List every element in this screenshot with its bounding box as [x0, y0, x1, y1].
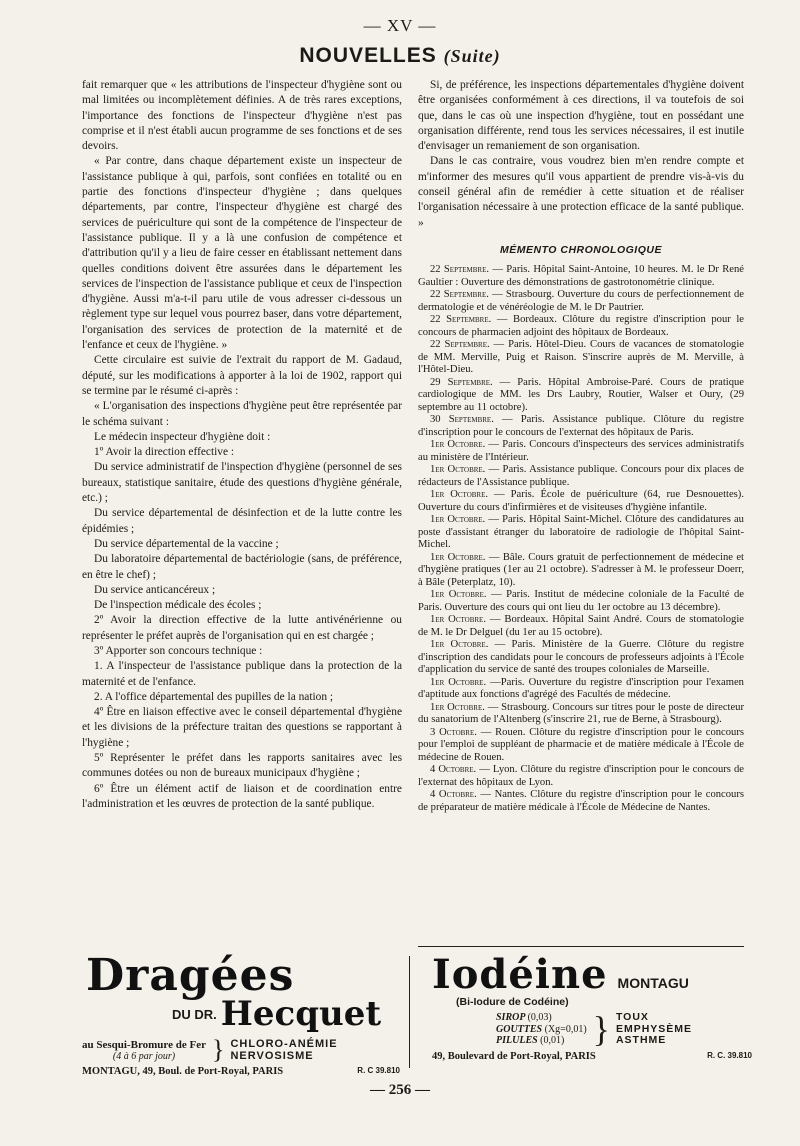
right-paragraphs — [418, 78, 744, 231]
memento-date: 1er Octobre. — [430, 489, 489, 501]
memento-title: MÉMENTO CHRONOLOGIQUE — [500, 243, 662, 256]
memento-text: — Nantes. Clôture du registre d'inscription pour le concours de préparateur de matière médicale à l'École de Médecine de Nantes. — [418, 789, 744, 813]
du-dr-label: DU DR. — [172, 1006, 217, 1022]
left-column — [82, 78, 402, 812]
memento-entry — [418, 727, 744, 765]
paragraph: De l'inspection médicale des écoles ; — [94, 599, 262, 612]
subtitle-bi-iodure: (Bi-Iodure de Codéine) — [456, 996, 569, 1008]
memento-entry — [418, 264, 744, 289]
indication-2: NERVOSISME — [230, 1050, 314, 1062]
section-number: — XV — — [363, 16, 437, 35]
memento-text: — Paris. Hôtel-Dieu. Cours de vacances de stomatologie de MM. Merville, Puig et Raison. S'inscrire auprès de M. Merville, à l'Hôtel-Dieu. — [418, 339, 745, 376]
form-pilules-dose: (0,01) — [540, 1035, 565, 1046]
dose-text: (4 à 6 par jour) — [112, 1050, 176, 1062]
memento-text: — Paris. Hôpital Ambroise-Paré. Cours de pratique cardiologique de MM. les Drs Laubry, Routier, Walser et Oury, (29 septembre au 11 octobre). — [418, 376, 744, 413]
memento-entry — [418, 514, 744, 552]
memento-text: — Paris. Hôpital Saint-Michel. Clôture des candidatures au poste d'assistant étranger du laboratoire de radiologie de l'hôpital Saint-Michel. — [418, 514, 744, 551]
forms-row — [496, 1009, 752, 1050]
address-row — [432, 1051, 752, 1062]
indication-1: CHLORO-ANÉMIE — [230, 1038, 338, 1050]
form-pilules: PILULES — [496, 1035, 538, 1046]
rc-number: R. C 39.810 — [357, 1066, 400, 1075]
paragraph: 1. A l'inspecteur de l'assistance publique dans la protection de la maternité et de l'enfance. — [82, 660, 402, 688]
paragraph: 2º Avoir la direction effective de la lutte antivénérienne ou représenter le préfet auprès de l'organisation qui en est chargée ; — [82, 614, 402, 642]
memento-date: 1er Octobre. — [430, 614, 486, 626]
memento-date: 3 Octobre. — [430, 726, 477, 738]
memento-date: 1er Octobre. — [430, 551, 486, 563]
paragraph: 4º Être en liaison effective avec le conseil départemental d'hygiène et les divisions de la préfecture traitan des questions se rapportant à l'hygiène ; — [82, 706, 402, 749]
title-suite: (Suite) — [443, 46, 501, 66]
memento-date: 22 Septembre. — [430, 339, 490, 351]
memento-text: — Rouen. Clôture du registre d'inscription pour le concours pour l'emploi de suppléant de pharmacie et de matière médicale à l'École de médecine de Rouen. — [418, 726, 744, 763]
memento-text: — Bordeaux. Hôpital Saint André. Cours de stomatologie de M. le Dr Delguel (du 1er au 15 octobre). — [418, 614, 744, 638]
rc-number: R. C. 39.810 — [707, 1050, 752, 1060]
memento-entry — [418, 764, 744, 789]
memento-text: — Paris. Assistance publique. Clôture du registre d'inscription pour le concours de l'externat des hôpitaux de Paris. — [418, 414, 744, 438]
maker-montagu: MONTAGU — [617, 975, 689, 991]
memento-list — [418, 264, 744, 814]
paragraph: 2. A l'office départemental des pupilles de la nation ; — [94, 690, 334, 703]
page-title — [0, 44, 800, 68]
form-gouttes-dose: (Xg=0,01) — [544, 1023, 587, 1035]
paragraph: 6º Être un élément actif de liaison et de coordination entre l'administration et les œuvres de protection de la santé publique. — [82, 782, 402, 810]
memento-date: 22 Septembre. — [430, 264, 490, 276]
memento-entry — [418, 289, 744, 314]
right-column — [418, 78, 744, 814]
brand-hecquet: Hecquet — [220, 994, 382, 1034]
memento-entry — [418, 339, 744, 377]
memento-text: — Bâle. Cours gratuit de perfectionnement de médecine et d'hygiène pratiques (1er au 21 octobre). S'adresser à M. le professeur Doerr, à Bâle (Peterplatz, 10). — [418, 551, 744, 588]
memento-text: — Paris. Ministère de la Guerre. Clôture du registre d'inscription des candidats pour le concours de professeurs adjoints à l'École d'application du service de santé des troupes coloniales de Marseille. — [418, 639, 744, 676]
memento-date: 4 Octobre. — [430, 764, 477, 776]
memento-entry — [418, 489, 744, 514]
indication-emphyseme: EMPHYSÈME — [615, 1022, 693, 1035]
paragraph: fait remarquer que « les attributions de l'inspecteur d'hygiène sont ou mal limitées ou incomplètement définies. A de très rares exceptions, l'importance des fonctions de l'inspecteur d'hygiène n'est pas comprise et il n'est établi aucun programme de ses fonctions et de ses devoirs. — [82, 79, 402, 153]
paragraph: Du service administratif de l'inspection d'hygiène (personnel de ses bureaux, statistique sanitaire, étude des questions d'hygiène générale, etc.) ; — [82, 461, 402, 505]
address-text: 49, Boulevard de Port-Royal, PARIS — [432, 1050, 596, 1062]
memento-date: 1er Octobre. — [430, 589, 487, 601]
form-sirop-dose: (0,03) — [527, 1012, 552, 1023]
memento-text: — Paris. Assistance publique. Concours pour dix places de rédacteurs de l'Assistance publique. — [418, 464, 744, 488]
memento-text: —Paris. Ouverture du registre d'inscription pour l'examen d'aptitude aux fonctions d'agrégé des Facultés de médecine. — [418, 676, 744, 701]
memento-date: 30 Septembre. — [430, 414, 494, 426]
page-number: — 256 — — [370, 1082, 430, 1098]
brace-icon: } — [211, 1035, 225, 1064]
indication-toux: TOUX — [615, 1011, 649, 1023]
advert-iodeine — [432, 952, 752, 1062]
paragraph: Du service anticancéreux ; — [94, 583, 216, 596]
paragraph: Si, de préférence, les inspections départementales d'hygiène doivent être organisées conformément à ces directions, il va toutefois de soi que, dans le cas où une inspection d'hygiène, tout en possédant une organisation différente, rend tous les services nécessaires, il est inutile d'envisager un remaniement de son organisation. — [418, 79, 744, 153]
memento-date: 22 Septembre. — [430, 289, 489, 301]
memento-entry — [418, 439, 744, 464]
title-nouvelles: NOUVELLES — [299, 44, 437, 67]
advert-dragees-hecquet — [82, 952, 400, 1077]
paragraph: « Par contre, dans chaque département existe un inspecteur de l'assistance publique à qui, parfois, sont confiées en totalité ou en partie des fonctions d'inspecteur d'hygiène ; dans quelques départements, par contre, l'inspecteur d'hygiène est chargé des services de puériculture qui sont de la compétence de l'inspecteur de l'assistance publique. Il y a là une confusion de compétence et d'attribution qu'il y a lieu de faire cesser en établissant nettement dans quelles conditions doivent être assurées dans le département les services de l'inspection de l'assistance publique et ceux de l'inspection d'hygiène. Aussi m'a-t-il paru utile de vous adresser ci-dessous un règlement type sur lequel vous pourrez baser, dans votre département, l'organisation des services de protection de la maternité et de l'enfance et ceux de l'hygiène. » — [82, 155, 402, 352]
memento-date: 1er Octobre. — [430, 514, 486, 526]
paragraph: 3º Apporter son concours technique : — [94, 644, 263, 657]
brand-row — [82, 994, 400, 1034]
memento-date: 22 Septembre. — [430, 314, 492, 326]
memento-entry — [418, 377, 744, 415]
memento-text: — Paris. Institut de médecine coloniale de la Faculté de Paris. Ouverture des cours qui ont lieu du 1er octobre au 13 décembre). — [418, 589, 744, 613]
composition-row — [82, 1035, 400, 1064]
memento-date: 1er Octobre. — [430, 464, 486, 476]
paragraph: Du service départemental de la vaccine ; — [94, 537, 279, 550]
memento-entry — [418, 789, 744, 814]
memento-text: — Paris. Concours d'inspecteurs des services administratifs au ministère de l'Intérieur. — [418, 439, 744, 463]
paragraph: 1º Avoir la direction effective : — [94, 446, 235, 459]
memento-text: — Strasbourg. Concours sur titres pour le poste de directeur du sanatorium de l'Altenberg (s'inscrire 21, rue de Berne, à Strasbourg). — [418, 701, 744, 726]
memento-entry — [418, 639, 744, 677]
memento-text: — Paris. École de puériculture (64, rue Desnouettes). Ouverture du cours d'infirmières et de visiteuses d'hygiène infantile. — [418, 489, 744, 513]
memento-date: 4 Octobre. — [430, 789, 477, 801]
memento-text: — Bordeaux. Clôture du registre d'inscription pour le concours de pharmacien adjoint des hôpitaux de Bordeaux. — [418, 314, 744, 338]
memento-text: — Strasbourg. Ouverture du cours de perfectionnement de dermatologie et de vénéréologie de M. le Dr Pautrier. — [418, 289, 744, 313]
memento-date: 1er Octobre. — [430, 639, 489, 651]
paragraph: 5º Représenter le préfet dans les rapports sanitaires avec les communes dotées ou non de bureaux municipaux d'hygiène ; — [82, 752, 402, 780]
memento-text: — Paris. Hôpital Saint-Antoine, 10 heures. M. le Dr René Gaultier : Ouverture des démonstrations de gastrotonométrie clinique. — [418, 264, 744, 288]
composition-text: au Sesqui-Bromure de Fer — [82, 1038, 206, 1051]
paragraph: Du laboratoire départemental de bactériologie (sans, de préférence, en être le chef) ; — [82, 553, 402, 581]
memento-entry — [418, 552, 744, 590]
brace-icon: } — [592, 1009, 610, 1050]
memento-entry — [418, 677, 744, 702]
paragraph: « L'organisation des inspections d'hygiène peut être représentée par le schéma suivant : — [82, 400, 402, 428]
ad-divider — [409, 956, 410, 1068]
brand-dragees: Dragées — [86, 950, 295, 1001]
memento-entry — [418, 414, 744, 439]
form-sirop: SIROP — [496, 1012, 526, 1023]
memento-text: — Lyon. Clôture du registre d'inscription pour le concours de l'externat des hôpitaux de Lyon. — [418, 764, 744, 788]
form-gouttes: GOUTTES — [496, 1023, 543, 1035]
paragraph: Du service départemental de désinfection et de la lutte contre les épidémies ; — [82, 507, 402, 535]
address-text: MONTAGU, 49, Boul. de Port-Royal, PARIS — [82, 1066, 284, 1077]
memento-entry — [418, 589, 744, 614]
memento-entry — [418, 702, 744, 727]
memento-date: 1er Octobre. — [430, 439, 486, 451]
column-end-rule — [418, 946, 744, 947]
address-row — [82, 1066, 400, 1077]
memento-entry — [418, 314, 744, 339]
memento-date: 1er Octobre. — [430, 701, 485, 713]
memento-date: 1er Octobre. — [430, 676, 487, 688]
memento-entry — [418, 464, 744, 489]
indication-asthme: ASTHME — [615, 1034, 667, 1046]
paragraph: Le médecin inspecteur d'hygiène doit : — [94, 430, 271, 443]
paragraph: Cette circulaire est suivie de l'extrait du rapport de M. Gadaud, député, sur les modifications à apporter à la loi de 1902, rapport qui se termine par le résumé ci-après : — [82, 354, 402, 397]
brand-iodeine: Iodéine — [432, 951, 608, 998]
memento-date: 29 Septembre. — [430, 376, 493, 388]
paragraph: Dans le cas contraire, vous voudrez bien m'en rendre compte et m'informer des mesures qu'il vous appartient de prendre vis-à-vis du conseil général afin de remédier à cette situation et de réaliser l'organisation nécessaire à une protection efficace de la santé publique. » — [418, 155, 744, 229]
memento-entry — [418, 614, 744, 639]
